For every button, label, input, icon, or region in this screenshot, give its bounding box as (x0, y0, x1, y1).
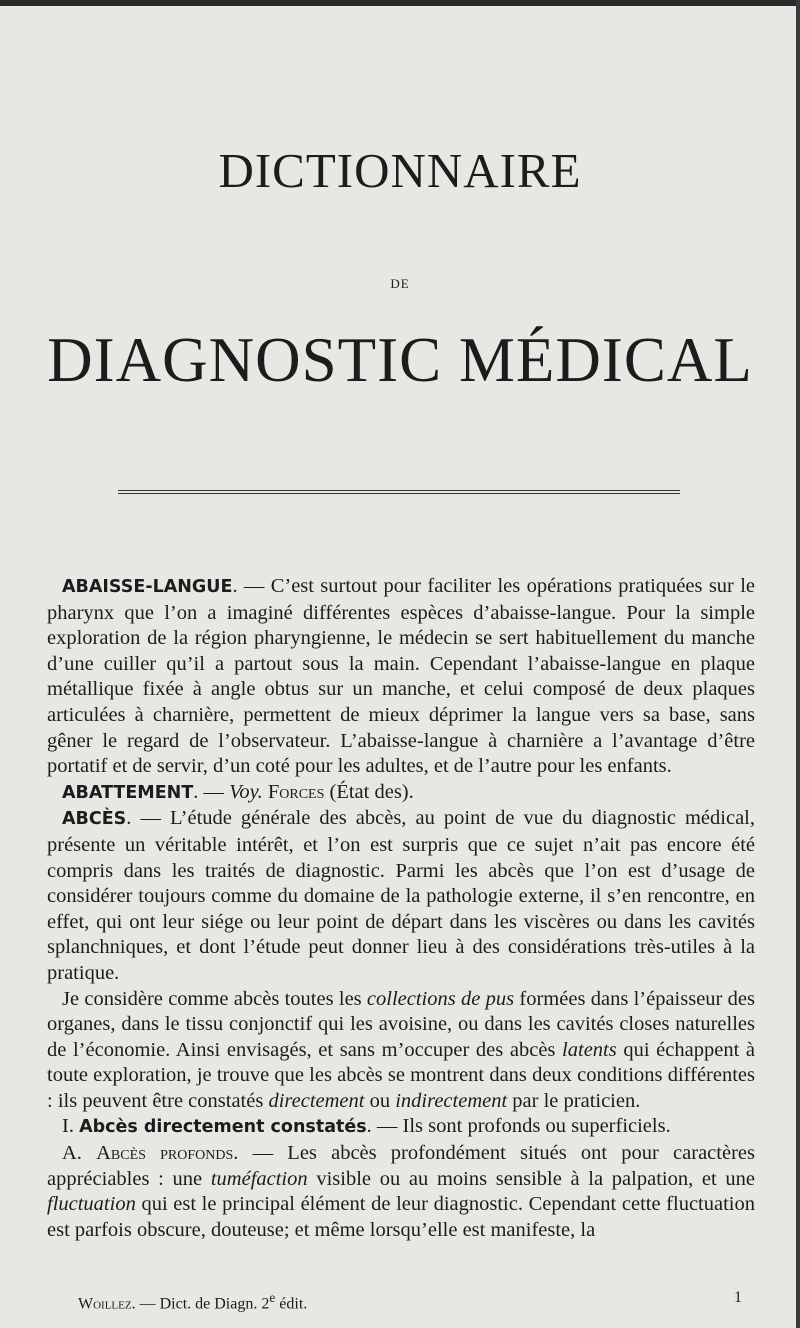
section-heading: Abcès profonds (96, 1142, 234, 1165)
page-edge-right (796, 0, 800, 1328)
section-i (47, 1114, 755, 1141)
entry-headword: ABATTEMENT (62, 782, 194, 803)
page-number: 1 (734, 1289, 742, 1306)
title-rule (118, 490, 680, 494)
title-de: DE (390, 276, 410, 291)
section-text: . — Ils sont profonds ou superficiels. (366, 1115, 671, 1138)
footer-author: Woillez (78, 1295, 132, 1313)
title-dictionnaire: DICTIONNAIRE (218, 143, 582, 198)
section-a: A. Abcès profonds. — Les abcès profondément situés ont pour caractères appréciables : une tuméfaction visible ou au moins sensible à la palpation, et une fluctuation qui est le principal élément de leur diagnostic. Cependant cette fluctuation est parfois obscure, douteuse; et même lorsqu’elle est manifeste, la (47, 1142, 756, 1241)
entry-text: . — L’étude générale des abcès, au point de vue du diagnostic médical, présente un véritable intérêt, et l’on est surpris que ce sujet n’ait pas encore été compris dans les traités de diagnostic. Parmi les abcès que l’on est d’usage de considérer toujours comme du domaine de la pathologie externe, il s’en rencontre, en effet, qui ont leur siége ou leur point de départ dans les viscères ou dans les cavités splanchniques, et dont l’étude peut donner lieu à des considérations très-utiles à la pratique. (47, 807, 755, 984)
text-body (47, 574, 755, 1243)
entry-separator: . — (193, 780, 230, 803)
entry-abattement (47, 780, 755, 807)
entry-voy: Voy. (229, 780, 263, 803)
entry-headword: ABAISSE-LANGUE (62, 577, 233, 597)
entry-abaisse-langue (47, 574, 755, 780)
entry-headword: ABCÈS (62, 809, 127, 830)
section-heading: Abcès directement constatés (79, 1117, 367, 1138)
footer-signature: Woillez. — Dict. de Diagn. 2e édit. (78, 1290, 308, 1313)
emphasis: tuméfaction (210, 1167, 308, 1190)
entry-text: . — C’est surtout pour faciliter les opérations pratiquées sur le pharynx que l’on a imaginé différentes espèces d’abaisse-langue. Pour la simple exploration de la région pharyngienne, le médecin se sert habituellement du manche d’une cuiller qu’il a partout sous la main. Cependant l’abaisse-langue en plaque métallique fixée à angle obtus sur un manche, et celui composé de deux plaques articulées à charnière, permettent de mieux déprimer la langue vers sa base, sans gêner le regard de l’observateur. L’abaisse-langue à charnière a l’avantage d’être portatif et de servir, d’un coté pour les adultes, et de l’autre pour les enfants. (47, 575, 755, 778)
entry-abces (47, 806, 755, 986)
emphasis: directement (268, 1089, 365, 1112)
title-diagnostic-medical: DIAGNOSTIC MÉDICAL (47, 325, 753, 395)
emphasis: latents (562, 1038, 617, 1061)
section-label: A. (62, 1142, 97, 1165)
paragraph-collections: Je considère comme abcès toutes les collections de pus formées dans l’épaisseur des organes, dans le tissu conjonctif qui les avoisine, ou dans les cavités closes naturelles de l’économie. Ainsi envisagés, et sans m’occuper des abcès latents qui échappent à toute exploration, je trouve que les abcès se montrent dans deux conditions différentes : ils peuvent être constatés directement ou indirectement par le praticien. (47, 987, 755, 1112)
emphasis: collections de pus (366, 987, 515, 1010)
entry-tail: (État des). (324, 780, 414, 803)
section-number: I. (62, 1115, 80, 1138)
entry-crossref: Forces (267, 780, 325, 803)
emphasis: indirectement (395, 1089, 508, 1112)
emphasis: fluctuation (47, 1193, 136, 1216)
page-edge-top (0, 0, 800, 6)
